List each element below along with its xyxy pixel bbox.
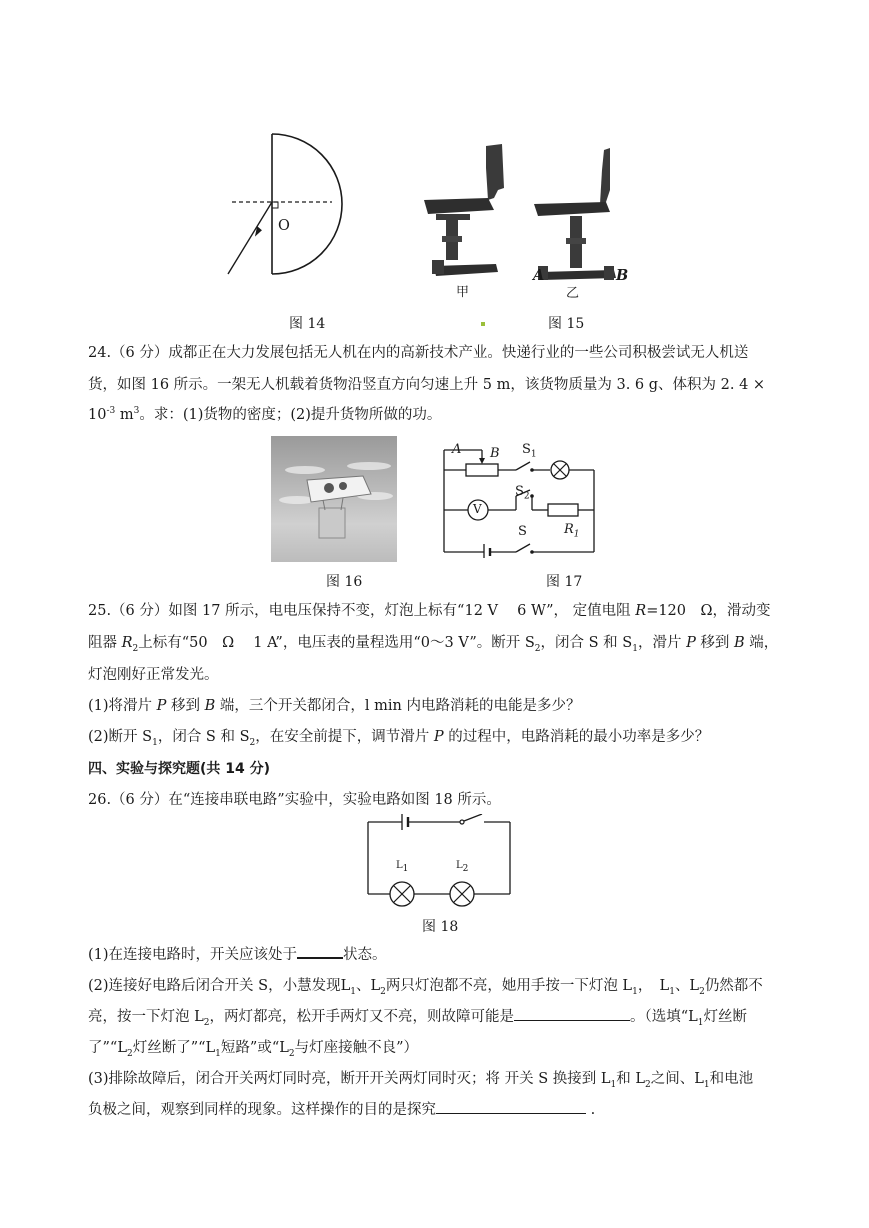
- figure-14-diagram: [220, 128, 350, 278]
- q26-part-2-answer-blank[interactable]: [514, 1020, 630, 1021]
- q26-part-1-answer-blank[interactable]: [297, 957, 343, 959]
- figure-15-label-yi: 乙: [566, 286, 580, 301]
- figure-14-caption: 图 14: [289, 316, 326, 332]
- figure-17-label-s: S: [518, 524, 527, 539]
- figure-14-point-label: O: [278, 218, 290, 234]
- section-4-title: 四、实验与探究题(共 14 分): [88, 761, 271, 777]
- figure-15-point-a: A: [533, 267, 545, 284]
- decorative-dot: [481, 322, 485, 326]
- q25-sub-question-1: (1)将滑片 P 移到 B 端，三个开关都闭合，l min 内电路消耗的电能是多少？: [88, 698, 581, 714]
- q26-intro: 26.（6 分）在“连接串联电路”实验中，实验电路如图 18 所示。: [88, 792, 501, 808]
- figure-17-label-b: B: [490, 446, 500, 461]
- figure-15-chair-a: [418, 138, 528, 283]
- q26-part-2-line-3: 了$”“L_2$灯丝断了$”“L_1$短路”或“$L_2$与灯座接触不良”）: [88, 1040, 419, 1059]
- figure-17-label-r1: $R_1$: [564, 522, 580, 540]
- q25-line-3: 灯泡刚好正常发光。: [88, 667, 219, 683]
- figure-15-chair-b: [530, 140, 650, 285]
- figure-18-circuit: [362, 814, 516, 914]
- q24-line-1: 24.（6 分）成都正在大力发展包括无人机在内的高新技术产业。快递行业的一些公司积极尝试无人机送: [88, 345, 749, 361]
- q25-line-1: 25.（6 分）如图 17 所示，电电压保持不变，灯泡上标有“12 V 6 W”， 定值电阻 R=120 Ω，滑动变: [88, 603, 771, 619]
- figure-18-label-l1: $L_1$: [396, 860, 409, 874]
- q24-line-3: $10^{-3}$ $m^3$。求：(1)货物的密度；(2)提升货物所做的功。: [88, 406, 442, 423]
- figure-15-point-b: B: [616, 267, 629, 284]
- figure-18-caption: 图 18: [422, 919, 459, 935]
- q26-part-2-line-2: 亮，按一下灯泡 $L_2$，两灯都亮，松开手两灯又不亮，则故障可能是 。（选填“$L_1$灯丝断: [88, 1009, 748, 1028]
- figure-17-label-s1: $S_1$: [522, 442, 537, 460]
- q26-part-2-line-1: (2)连接好电路后闭合开关 S，小慧发现$L_1$、$L_2$两只灯泡都不亮，她用手按一下灯泡 $L_1$， $L_1$、$L_2$仍然都不: [88, 978, 763, 997]
- figure-16-caption: 图 16: [326, 574, 363, 590]
- figure-15-label-jia: 甲: [456, 285, 470, 300]
- figure-17-label-s2: $S_2$: [515, 484, 530, 502]
- q24-line-2: 货，如图 16 所示。一架无人机载着货物沿竖直方向匀速上升 5 m，该货物质量为 3. 6 g、体积为 2. 4 ×: [88, 377, 766, 393]
- q25-line-2: 阻器 $R_2$上标有“50 Ω 1 A”，电压表的量程选用“0～3 V”。断开 $S_2$，闭合 S 和 $S_1$，滑片 P 移到 B 端，: [88, 635, 779, 654]
- figure-16-drone-photo: [271, 436, 397, 562]
- q26-part-3-line-1: (3)排除故障后，闭合开关两灯同时亮，断开开关两灯同时灭；将 开关 S 换接到 $L_1$和 $L_2$之间、$L_1$和电池: [88, 1071, 754, 1090]
- figure-17-voltmeter-label: V: [473, 502, 482, 516]
- q26-part-3-line-2: 负极之间，观察到同样的现象。这样操作的目的是探究 .: [88, 1102, 596, 1118]
- figure-18-label-l2: $L_2$: [456, 860, 469, 874]
- q25-sub-question-2: (2)断开 $S_1$，闭合 S 和 $S_2$，在安全前提下，调节滑片 P 的过程中，电路消耗的最小功率是多少？: [88, 729, 710, 748]
- figure-17-caption: 图 17: [546, 574, 583, 590]
- q26-part-3-answer-blank[interactable]: [436, 1113, 586, 1114]
- figure-15-caption: 图 15: [548, 316, 585, 332]
- figure-17-label-a: A: [452, 442, 462, 457]
- q26-part-1: (1)在连接电路时，开关应该处于 状态。: [88, 947, 387, 963]
